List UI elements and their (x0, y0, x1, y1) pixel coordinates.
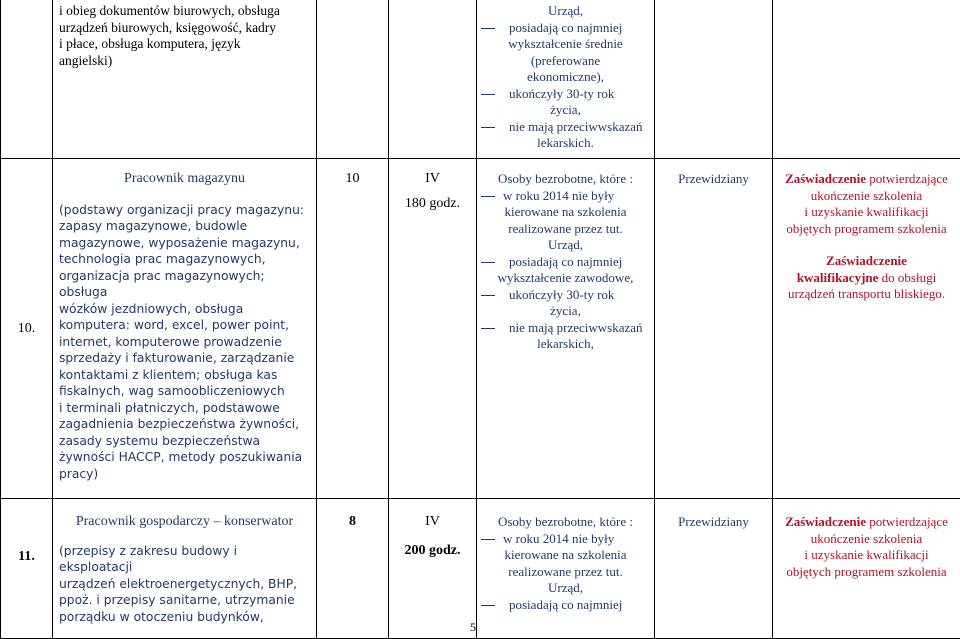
course-title: Pracownik gospodarczy – konserwator (59, 514, 310, 531)
certificate-cell (773, 499, 960, 639)
description-line: żywności HACCP, metody poszukiwania (59, 449, 310, 466)
description-line: kontaktami z klientem; obsługa kas (59, 367, 310, 384)
certificate-line: objętych programem szkolenia (777, 221, 956, 238)
req-line: Urząd, (481, 237, 650, 254)
req-line: nie mają przeciwwskazań (509, 320, 643, 335)
certificate-line: ukończenie szkolenia (777, 188, 956, 205)
page-number: 5 (470, 620, 476, 635)
course-cell (53, 499, 317, 639)
table-row-previous (1, 0, 960, 159)
exam-cell (655, 499, 773, 639)
req-line: lekarskich, (481, 336, 650, 353)
certificate-line: i uzyskanie kwalifikacji (777, 547, 956, 564)
topic-line: i płace, obsługa komputera, język (59, 36, 310, 53)
description-line: magazynowe, wyposażenie magazynu, (59, 235, 310, 252)
hours-value: 200 godz. (389, 543, 476, 560)
certificate-label: Zaświadczenie (777, 253, 956, 270)
description-line: zasady systemu bezpieczeństwa (59, 433, 310, 450)
level-cell (389, 159, 477, 499)
certificate-line: i uzyskanie kwalifikacji (777, 204, 956, 221)
req-line: wykształcenie średnie (481, 36, 650, 53)
participants-cell (317, 499, 389, 639)
description-line: i terminali płatniczych, podstawowe (59, 400, 310, 417)
bullet-dash-icon (481, 94, 495, 95)
description-line: urządzeń elektroenergetycznych, BHP, (59, 576, 310, 593)
bullet-dash-icon (481, 539, 495, 540)
participants-count: 8 (317, 514, 388, 531)
bullet-dash-icon (481, 127, 495, 128)
description-line: organizacja prac magazynowych; obsługa (59, 268, 310, 301)
description-line: zagadnienia bezpieczeństwa żywności, (59, 416, 310, 433)
certificate-line: objętych programem szkolenia (777, 564, 956, 581)
certificate-cell (773, 159, 960, 499)
bullet-dash-icon (481, 28, 495, 29)
row-number-cell (1, 499, 53, 639)
req-line: w roku 2014 nie były (503, 188, 614, 203)
req-line: kierowane na szkolenia (481, 204, 650, 221)
certificate-line: ukończenie szkolenia (777, 531, 956, 548)
req-line: wykształcenie zawodowe, (481, 270, 650, 287)
requirements-cell (477, 0, 655, 159)
req-line: ukończyły 30-ty rok (509, 86, 614, 101)
bullet-dash-icon (481, 295, 495, 296)
topic-line: i obieg dokumentów biurowych, obsługa (59, 3, 310, 20)
row-number-cell (1, 159, 53, 499)
description-line: (podstawy organizacji pracy magazynu: (59, 202, 310, 219)
req-line: kierowane na szkolenia (481, 547, 650, 564)
topic-line: angielski) (59, 53, 310, 70)
course-description (59, 202, 310, 483)
table-row (1, 159, 960, 499)
row-number: 10. (1, 321, 52, 337)
req-heading: Osoby bezrobotne, które : (481, 171, 650, 188)
description-line: technologia prac magazynowych, (59, 251, 310, 268)
certificate-line: urządzeń transportu bliskiego. (777, 286, 956, 303)
row-number: 11. (1, 549, 52, 565)
hours-value: 180 godz. (389, 196, 476, 213)
description-line: pracy) (59, 466, 310, 483)
req-heading: Osoby bezrobotne, które : (481, 514, 650, 531)
level-cell (389, 499, 477, 639)
req-line: realizowane przez tut. (481, 564, 650, 581)
requirements-cell (477, 499, 655, 639)
level-value: IV (389, 171, 476, 188)
bullet-dash-icon (481, 262, 495, 263)
participants-cell (317, 159, 389, 499)
description-line: zapasy magazynowe, budowle (59, 218, 310, 235)
certificate-text: potwierdzające (866, 514, 948, 529)
req-line: ukończyły 30-ty rok (509, 287, 614, 302)
bullet-dash-icon (481, 196, 495, 197)
exam-cell (655, 159, 773, 499)
certificate-label: Zaświadczenie (785, 171, 866, 186)
req-line: (preferowane (481, 53, 650, 70)
description-line: sprzedaży i fakturowanie, zarządzanie (59, 350, 310, 367)
description-line: ppoż. i przepisy sanitarne, utrzymanie (59, 592, 310, 609)
certificate-text: potwierdzające (866, 171, 948, 186)
description-line: wózków jezdniowych, obsługa (59, 301, 310, 318)
exam-planned: Przewidziany (655, 171, 772, 188)
req-line: w roku 2014 nie były (503, 531, 614, 546)
description-line: (przepisy z zakresu budowy i eksploatacji (59, 543, 310, 576)
req-line: życia, (481, 102, 650, 119)
req-line: posiadają co najmniej (509, 20, 622, 35)
bullet-dash-icon (481, 605, 495, 606)
description-line: fiskalnych, wag samoobliczeniowych (59, 383, 310, 400)
certificate-label: Zaświadczenie (785, 514, 866, 529)
req-line: posiadają co najmniej (509, 254, 622, 269)
certificate-text: do obsługi (878, 270, 936, 285)
topic-cell (53, 0, 317, 159)
description-line: internet, komputerowe prowadzenie (59, 334, 310, 351)
description-line: porządku w otoczeniu budynków, (59, 609, 310, 626)
participants-count: 10 (317, 171, 388, 188)
req-line: ekonomiczne), (481, 69, 650, 86)
req-line: posiadają co najmniej (509, 597, 622, 612)
description-line: komputera: word, excel, power point, (59, 317, 310, 334)
bullet-dash-icon (481, 328, 495, 329)
certificate-label: kwalifikacyjne (797, 270, 879, 285)
table-row (1, 499, 960, 639)
course-cell (53, 159, 317, 499)
req-line: nie mają przeciwwskazań (509, 119, 643, 134)
requirements-cell (477, 159, 655, 499)
topic-line: urządzeń biurowych, księgowość, kadry (59, 20, 310, 37)
req-line: realizowane przez tut. (481, 221, 650, 238)
course-title: Pracownik magazynu (59, 171, 310, 188)
req-line: lekarskich. (481, 135, 650, 152)
req-line: Urząd, (481, 3, 650, 20)
req-line: Urząd, (481, 580, 650, 597)
exam-planned: Przewidziany (655, 514, 772, 531)
req-line: życia, (481, 303, 650, 320)
level-value: IV (389, 514, 476, 531)
